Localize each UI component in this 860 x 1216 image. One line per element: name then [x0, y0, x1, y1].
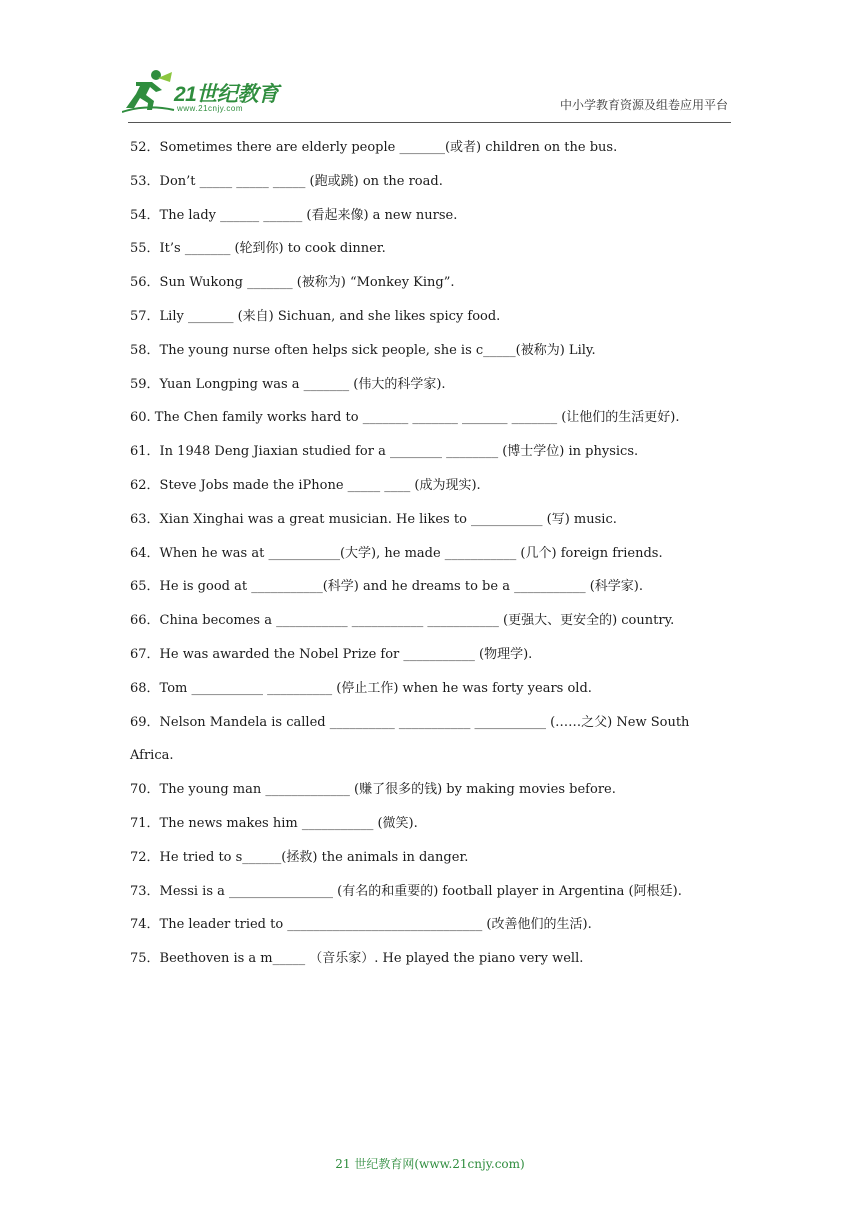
- question-line: 62．Steve Jobs made the iPhone _____ ____ (成为现实).: [130, 477, 481, 493]
- question-line: 52．Sometimes there are elderly people _______(或者) children on the bus.: [130, 140, 618, 155]
- question-line: 63．Xian Xinghai was a great musician. He likes to ___________ (写) music.: [130, 511, 617, 527]
- page-footer[interactable]: 21 世纪教育网(www.21cnjy.com): [335, 1157, 525, 1171]
- platform-tagline: 中小学教育资源及组卷应用平台: [559, 98, 728, 112]
- question-line: 67．He was awarded the Nobel Prize for ___________ (物理学).: [130, 646, 533, 662]
- logo-text: 21世纪教育: [174, 83, 279, 106]
- runner-logo-icon: [122, 68, 176, 114]
- question-line: 61．In 1948 Deng Jiaxian studied for a ________ ________ (博士学位) in physics.: [130, 444, 639, 460]
- question-line: 55．It’s _______ (轮到你) to cook dinner.: [130, 241, 386, 257]
- question-list: [130, 133, 732, 978]
- question-line: 72．He tried to s______(拯救) the animals in danger.: [130, 849, 469, 865]
- question-line: 54．The lady ______ ______ (看起来像) a new nurse.: [130, 207, 458, 223]
- question-line-continued: Africa.: [130, 748, 174, 764]
- question-line: 66．China becomes a ___________ ___________ ___________ (更强大、更安全的) country.: [130, 613, 675, 629]
- question-line: 71．The news makes him ___________ (微笑).: [130, 815, 418, 831]
- question-line: 70．The young man _____________ (赚了很多的钱) by making movies before.: [130, 782, 616, 798]
- question-line: 68．Tom ___________ __________ (停止工作) when he was forty years old.: [130, 680, 592, 696]
- page-header: [0, 0, 860, 125]
- question-line: 65．He is good at ___________(科学) and he dreams to be a ___________ (科学家).: [130, 579, 643, 595]
- site-logo[interactable]: [122, 68, 292, 118]
- question-line: 74．The leader tried to ______________________________ (改善他们的生活).: [130, 917, 592, 933]
- question-line: 73．Messi is a ________________ (有名的和重要的) football player in Argentina (阿根廷).: [130, 883, 682, 899]
- question-line: 53．Don’t _____ _____ _____ (跑或跳) on the road.: [130, 173, 443, 189]
- question-line: 56．Sun Wukong _______ (被称为) “Monkey King”.: [130, 275, 455, 291]
- question-line: 69．Nelson Mandela is called __________ ___________ ___________ (……之父) New South: [130, 714, 690, 730]
- question-line: 58．The young nurse often helps sick people, she is c_____(被称为) Lily.: [130, 342, 596, 358]
- question-line: 59．Yuan Longping was a _______ (伟大的科学家).: [130, 376, 446, 392]
- question-line: 75．Beethoven is a m_____ （音乐家）. He played the piano very well.: [130, 951, 584, 967]
- question-line: 60. The Chen family works hard to _______ _______ _______ _______ (让他们的生活更好).: [130, 410, 680, 426]
- logo-url: www.21cnjy.com: [177, 104, 243, 113]
- header-divider: [128, 122, 731, 123]
- question-line: 57．Lily _______ (来自) Sichuan, and she likes spicy food.: [130, 308, 501, 324]
- question-line: 64．When he was at ___________(大学), he made ___________ (几个) foreign friends.: [130, 545, 663, 561]
